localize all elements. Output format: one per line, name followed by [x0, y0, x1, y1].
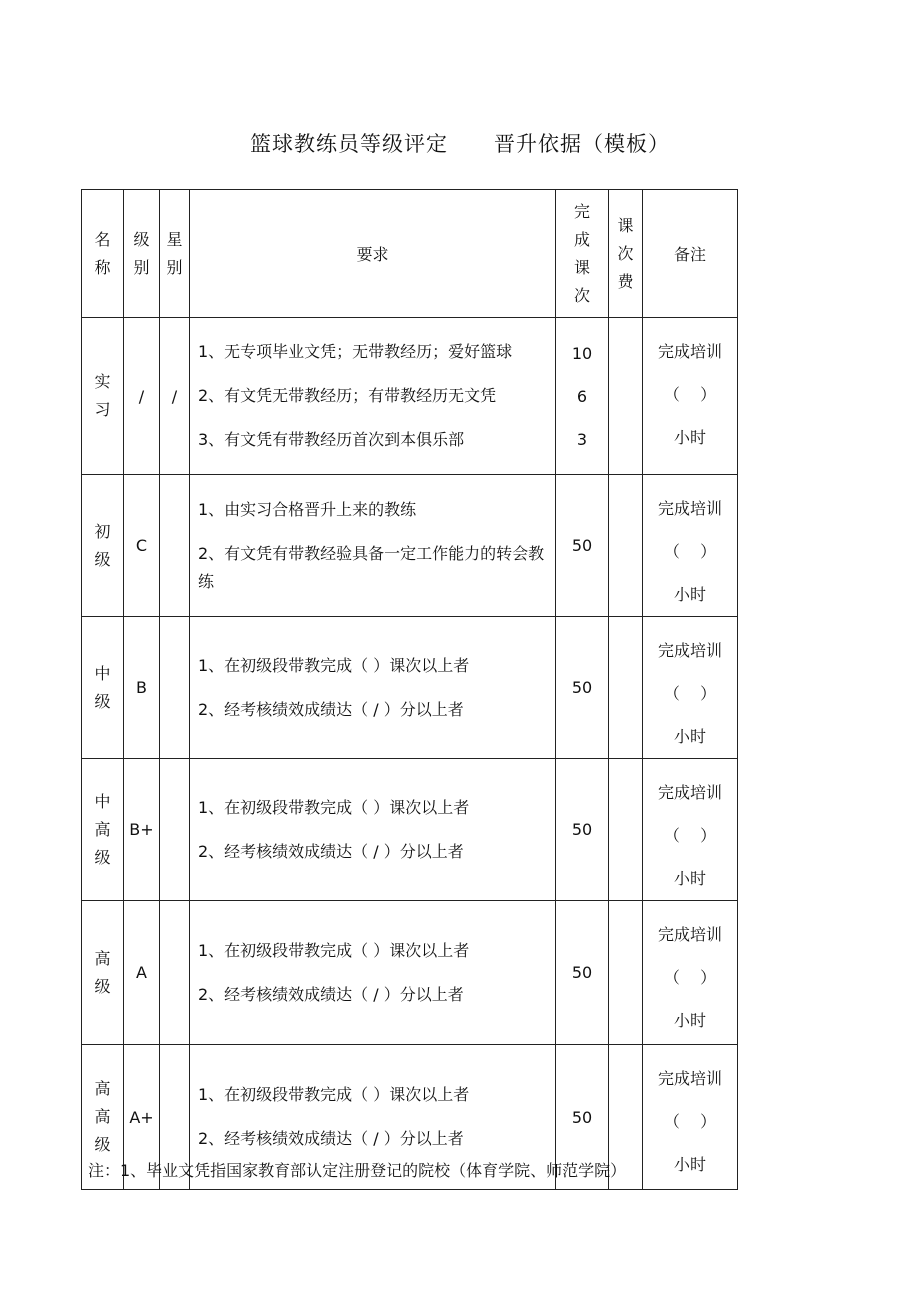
- header-name: 名 称: [82, 190, 124, 318]
- header-level: 级 别: [124, 190, 160, 318]
- cell-level: B+: [124, 759, 160, 901]
- cell-name: 高 高 级: [82, 1045, 124, 1190]
- cell-level: /: [124, 318, 160, 475]
- header-row: [82, 190, 738, 318]
- cell-fee: [609, 901, 643, 1045]
- cell-remark: [643, 475, 738, 617]
- requirement-item: 1、由实习合格晋升上来的教练: [198, 499, 417, 519]
- requirement-item: 1、无专项毕业文凭；无带教经历；爱好篮球: [198, 342, 513, 361]
- cell-requirement: [190, 759, 556, 901]
- remark-line: （ ）: [663, 542, 717, 561]
- remark-line: 完成培训: [657, 1069, 722, 1088]
- requirement-item: 1、在初级段带教完成（ ）课次以上者: [198, 655, 470, 675]
- footnote: 注：1、毕业文凭指国家教育部认定注册登记的院校（体育学院、师范学院）: [88, 1161, 627, 1180]
- table-row: [82, 475, 738, 617]
- cell-lessons: [556, 475, 609, 617]
- requirement-item: 2、经考核绩效成绩达（ / ）分以上者: [198, 699, 464, 719]
- remark-line: （ ）: [663, 385, 717, 404]
- cell-star: /: [160, 318, 190, 475]
- cell-remark: [643, 901, 738, 1045]
- cell-remark: [643, 759, 738, 901]
- remark-line: 小时: [673, 1011, 706, 1030]
- remark-line: 完成培训: [657, 499, 722, 518]
- lesson-count: 50: [571, 820, 593, 839]
- remark-line: 完成培训: [657, 342, 722, 361]
- cell-lessons: [556, 318, 609, 475]
- cell-fee: [609, 617, 643, 759]
- cell-lessons: [556, 759, 609, 901]
- grading-table: [81, 189, 738, 1190]
- table-row: [82, 617, 738, 759]
- cell-remark: [643, 318, 738, 475]
- cell-name: 中 级: [82, 617, 124, 759]
- cell-requirement: [190, 901, 556, 1045]
- cell-name: 实 习: [82, 318, 124, 475]
- cell-remark: [643, 1045, 738, 1190]
- cell-requirement: [190, 617, 556, 759]
- cell-level: B: [124, 617, 160, 759]
- cell-name: 中 高 级: [82, 759, 124, 901]
- header-lessons: 完 成 课 次: [556, 190, 609, 318]
- remark-line: 小时: [673, 1155, 706, 1174]
- remark-line: 小时: [673, 869, 706, 888]
- requirement-item: 2、有文凭无带教经历；有带教经历无文凭: [198, 386, 497, 405]
- lesson-count: 3: [576, 429, 588, 449]
- cell-name: 初 级: [82, 475, 124, 617]
- cell-fee: [609, 759, 643, 901]
- cell-remark: [643, 617, 738, 759]
- header-fee: 课 次 费: [609, 190, 643, 318]
- remark-line: （ ）: [663, 684, 717, 703]
- cell-lessons: [556, 901, 609, 1045]
- remark-line: （ ）: [663, 826, 717, 845]
- header-star: 星 别: [160, 190, 190, 318]
- table-row: [82, 318, 738, 475]
- lesson-count: 50: [571, 678, 593, 697]
- remark-line: 小时: [673, 428, 706, 447]
- cell-level: A+: [124, 1045, 160, 1190]
- table-row: [82, 901, 738, 1045]
- lesson-count: 6: [576, 386, 588, 406]
- lesson-count: 50: [571, 1107, 593, 1127]
- cell-star: [160, 475, 190, 617]
- cell-level: C: [124, 475, 160, 617]
- requirement-item: 1、在初级段带教完成（ ）课次以上者: [198, 940, 470, 960]
- remark-line: （ ）: [663, 1112, 717, 1131]
- remark-line: 小时: [673, 585, 706, 604]
- cell-requirement: [190, 318, 556, 475]
- lesson-count: 50: [571, 963, 593, 982]
- cell-level: A: [124, 901, 160, 1045]
- remark-line: （ ）: [663, 968, 717, 987]
- cell-name: 高 级: [82, 901, 124, 1045]
- requirement-item: 1、在初级段带教完成（ ）课次以上者: [198, 797, 470, 817]
- lesson-count: 50: [571, 536, 593, 555]
- requirement-item: 2、有文凭有带教经验具备一定工作能力的转会教练: [198, 543, 545, 591]
- cell-fee: [609, 318, 643, 475]
- table-row: [82, 759, 738, 901]
- remark-line: 完成培训: [657, 641, 722, 660]
- remark-line: 完成培训: [657, 783, 722, 802]
- cell-star: [160, 901, 190, 1045]
- requirement-item: 3、有文凭有带教经历首次到本俱乐部: [198, 430, 465, 449]
- cell-star: [160, 617, 190, 759]
- header-remark: 备注: [643, 190, 738, 318]
- document-title: 篮球教练员等级评定 晋升依据（模板）: [249, 132, 671, 156]
- requirement-item: 1、在初级段带教完成（ ）课次以上者: [198, 1085, 470, 1104]
- requirement-item: 2、经考核绩效成绩达（ / ）分以上者: [198, 1129, 464, 1148]
- remark-line: 小时: [673, 727, 706, 746]
- requirement-item: 2、经考核绩效成绩达（ / ）分以上者: [198, 841, 464, 861]
- remark-line: 完成培训: [657, 925, 722, 944]
- cell-star: [160, 759, 190, 901]
- requirement-item: 2、经考核绩效成绩达（ / ）分以上者: [198, 984, 464, 1004]
- header-requirement: 要求: [190, 190, 556, 318]
- cell-fee: [609, 475, 643, 617]
- lesson-count: 10: [571, 343, 593, 363]
- cell-lessons: [556, 617, 609, 759]
- cell-requirement: [190, 475, 556, 617]
